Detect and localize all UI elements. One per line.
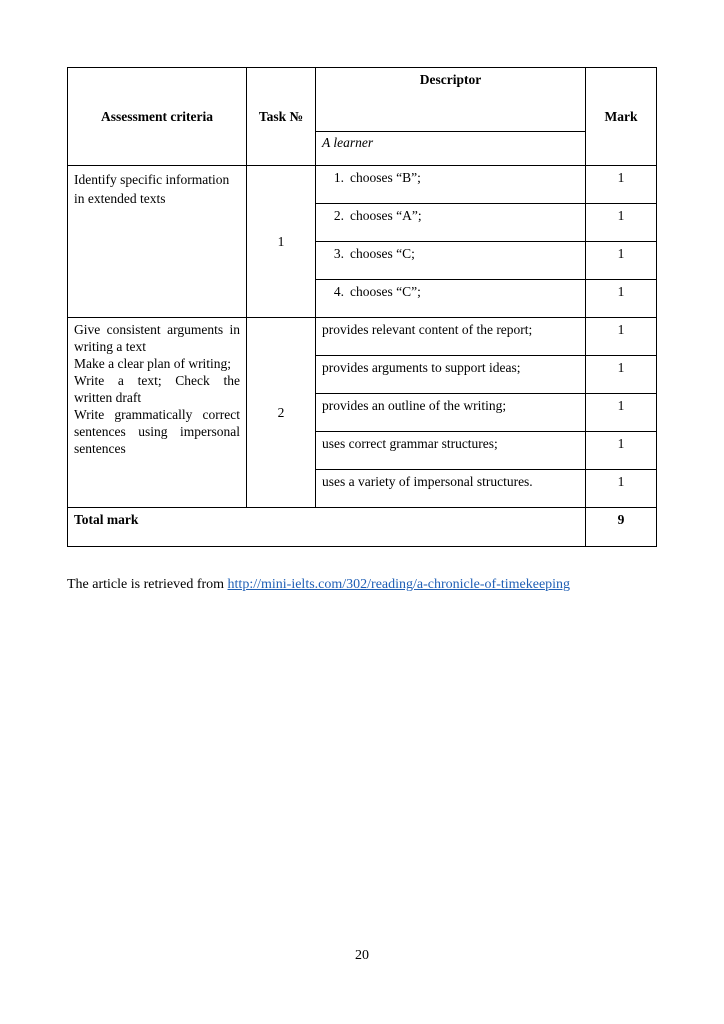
item-number: 3. [333, 246, 344, 261]
criteria-task-1: Identify specific information in extended texts [68, 166, 247, 318]
assessment-table [67, 67, 657, 547]
mark-cell: 1 [586, 432, 657, 470]
descriptor-text: provides an outline of the writing; [316, 394, 586, 432]
mark-cell: 1 [586, 204, 657, 242]
descriptor-row [316, 204, 586, 242]
total-mark-value: 9 [586, 508, 657, 547]
descriptor-text: chooses “B”; [350, 170, 421, 185]
item-number: 4. [333, 284, 344, 299]
header-task: Task № [247, 68, 316, 166]
descriptor-text: provides arguments to support ideas; [316, 356, 586, 394]
source-prefix: The article is retrieved from [67, 577, 225, 592]
descriptor-text: provides relevant content of the report; [316, 318, 586, 356]
task-number-1: 1 [247, 166, 316, 318]
task-number-2: 2 [247, 318, 316, 508]
mark-cell: 1 [586, 394, 657, 432]
source-link[interactable]: http://mini-ielts.com/302/reading/a-chronicle-of-timekeeping [227, 577, 571, 592]
item-number: 2. [333, 208, 344, 223]
criteria-line: Make a clear plan of writing; [74, 356, 232, 371]
descriptor-text: chooses “A”; [350, 208, 422, 223]
header-learner: A learner [316, 132, 586, 166]
descriptor-text: chooses “C”; [350, 284, 421, 299]
header-descriptor: Descriptor [316, 68, 586, 132]
criteria-line: Write a text; Check the written draft [74, 373, 240, 405]
total-mark-label: Total mark [68, 508, 586, 547]
criteria-line: Give consistent arguments in writing a text [74, 322, 240, 354]
mark-cell: 1 [586, 470, 657, 508]
mark-cell: 1 [586, 242, 657, 280]
descriptor-text: uses a variety of impersonal structures. [316, 470, 586, 508]
criteria-line: Write grammatically correct sentences using impersonal sentences [74, 407, 240, 456]
criteria-task-2 [68, 318, 247, 508]
source-note [67, 577, 570, 593]
descriptor-row [316, 166, 586, 204]
descriptor-text: chooses “C; [350, 246, 415, 261]
mark-cell: 1 [586, 280, 657, 318]
descriptor-row [316, 280, 586, 318]
header-mark: Mark [586, 68, 657, 166]
descriptor-text: uses correct grammar structures; [316, 432, 586, 470]
header-criteria: Assessment criteria [68, 68, 247, 166]
mark-cell: 1 [586, 356, 657, 394]
mark-cell: 1 [586, 318, 657, 356]
mark-cell: 1 [586, 166, 657, 204]
item-number: 1. [333, 170, 344, 185]
descriptor-row [316, 242, 586, 280]
page-number: 20 [355, 948, 369, 963]
